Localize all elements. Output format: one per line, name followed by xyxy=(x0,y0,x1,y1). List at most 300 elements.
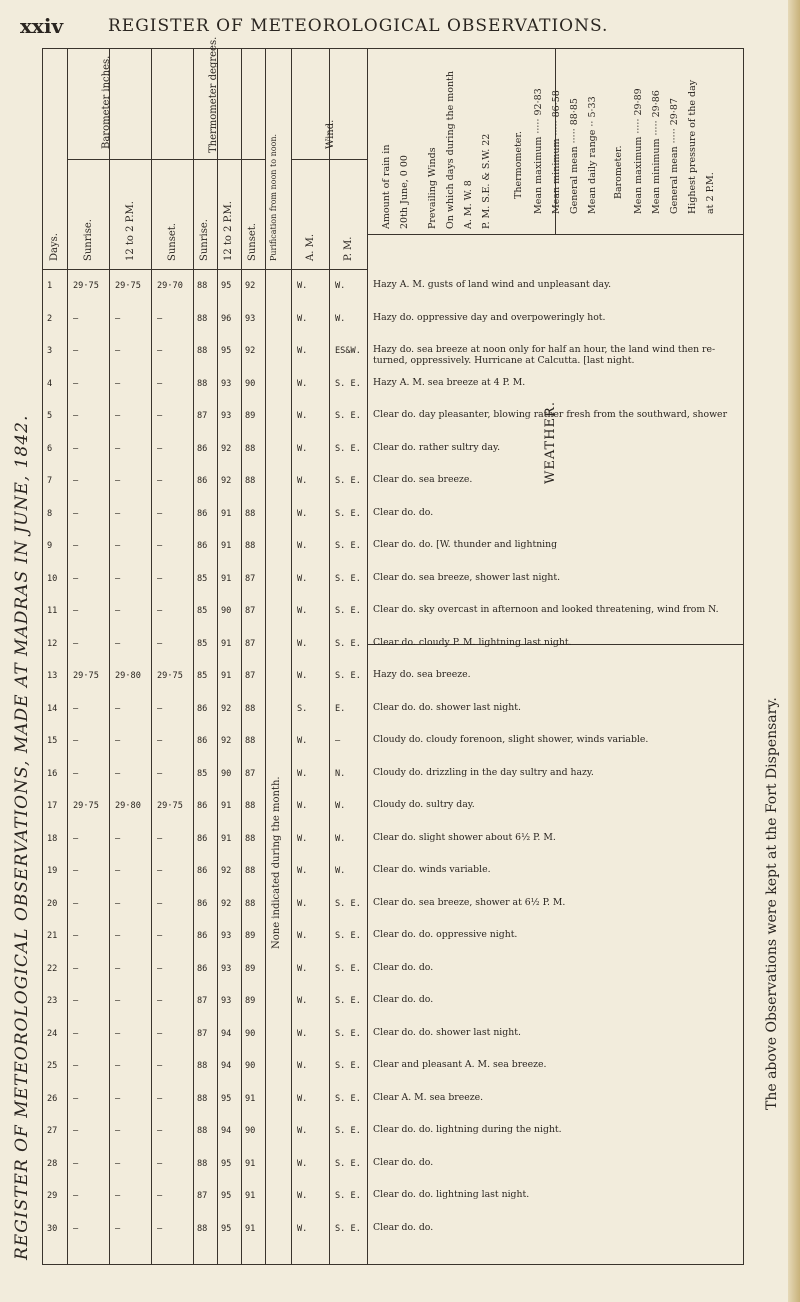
cell-b-2: — xyxy=(115,573,121,584)
cell-b-sr: — xyxy=(73,1191,79,1201)
weather-entry: Clear do. do. xyxy=(373,961,434,973)
cell-pm: E. xyxy=(335,703,346,714)
weather-entry: Cloudy do. drizzling in the day sultry and hazy. xyxy=(373,766,594,778)
cell-pm: W. xyxy=(335,801,346,811)
cell-t-ss: 87 xyxy=(245,671,256,681)
cell-t-2: 96 xyxy=(221,313,232,324)
cell-am: W. xyxy=(297,1028,308,1039)
page-header xyxy=(18,6,778,46)
cell-b-2: — xyxy=(115,898,121,909)
cell-t-sr: 86 xyxy=(197,736,208,746)
cell-t-sr: 86 xyxy=(197,476,208,486)
cell-pm: S. E. xyxy=(335,378,361,389)
cell-b-ss: — xyxy=(157,1158,163,1169)
cell-pm: S. E. xyxy=(335,541,361,551)
cell-t-sr: 85 xyxy=(197,606,208,616)
weather-header: WEATHER. xyxy=(543,401,558,484)
cell-pm: W. xyxy=(335,281,346,291)
weather-entry: Clear do. do. shower last night. xyxy=(373,701,521,713)
cell-t-2: 93 xyxy=(221,411,232,421)
cell-b-sr: — xyxy=(73,1126,79,1136)
cell-t-2: 91 xyxy=(221,671,232,681)
cell-b-ss: — xyxy=(157,638,163,649)
weather-entry: Clear do. do. lightning last night. xyxy=(373,1189,530,1200)
cell-b-sr: — xyxy=(73,346,79,356)
cell-t-ss: 88 xyxy=(245,833,256,844)
cell-b-ss: — xyxy=(157,866,163,876)
cell-b-2: — xyxy=(115,1126,121,1136)
cell-b-2: 29·75 xyxy=(115,281,141,291)
cell-b-2: — xyxy=(115,541,121,551)
cell-pm: S. E. xyxy=(335,1223,361,1234)
cell-t-sr: 87 xyxy=(197,1191,208,1201)
wind-header: Wind. xyxy=(325,119,336,149)
cell-am: W. xyxy=(297,1223,308,1234)
barometer-2pm-header: 12 to 2 P.M. xyxy=(125,201,136,261)
cell-day: 7 xyxy=(47,476,53,486)
cell-t-2: 95 xyxy=(221,281,232,291)
cell-b-2: — xyxy=(115,1028,121,1039)
cell-am: W. xyxy=(297,833,308,844)
side-note: The above Observations were kept at the Fort Dispensary. xyxy=(764,697,780,1110)
cell-am: W. xyxy=(297,898,308,909)
cell-b-2: — xyxy=(115,443,121,454)
cell-b-2: — xyxy=(115,866,121,876)
cell-b-sr: 29·75 xyxy=(73,801,99,811)
weather-entry: Clear do. do. lightning during the night. xyxy=(373,1124,562,1135)
weather-entry: Cloudy do. cloudy forenoon, slight shower, winds variable. xyxy=(373,734,649,745)
cell-pm: S. E. xyxy=(335,931,361,941)
cell-b-2: — xyxy=(115,346,121,356)
cell-b-ss: — xyxy=(157,1126,163,1136)
cell-day: 19 xyxy=(47,866,58,876)
cell-am: W. xyxy=(297,606,308,616)
cell-b-sr: — xyxy=(73,1223,79,1234)
thermometer-sunset-header: Sunset. xyxy=(247,223,258,261)
cell-day: 12 xyxy=(47,638,58,649)
cell-am: W. xyxy=(297,476,308,486)
cell-t-2: 94 xyxy=(221,1028,232,1039)
cell-b-ss: — xyxy=(157,898,163,909)
cell-b-2: — xyxy=(115,768,121,779)
cell-t-sr: 87 xyxy=(197,1028,208,1039)
cell-t-2: 91 xyxy=(221,801,232,811)
cell-am: W. xyxy=(297,378,308,389)
cell-t-ss: 90 xyxy=(245,378,256,389)
cell-b-ss: — xyxy=(157,996,163,1006)
cell-b-2: 29·80 xyxy=(115,801,141,811)
cell-day: 8 xyxy=(47,508,53,519)
cell-t-sr: 88 xyxy=(197,1093,208,1104)
rain-summary-title: Amount of rain in xyxy=(381,144,392,229)
cell-t-ss: 90 xyxy=(245,1061,256,1071)
cell-b-sr: 29·75 xyxy=(73,671,99,681)
cell-b-sr: — xyxy=(73,768,79,779)
cell-b-ss: — xyxy=(157,1191,163,1201)
weather-entry: Clear do. do. xyxy=(373,994,434,1005)
barometer-summary-line: Highest pressure of the day xyxy=(687,79,698,214)
cell-day: 5 xyxy=(47,411,53,421)
weather-entry: Clear do. sky overcast in afternoon and looked threatening, wind from N. xyxy=(373,604,719,615)
cell-b-sr: — xyxy=(73,736,79,746)
cell-t-ss: 93 xyxy=(245,313,256,324)
cell-t-sr: 88 xyxy=(197,1061,208,1071)
cell-pm: — xyxy=(335,736,341,746)
cell-b-ss: — xyxy=(157,378,163,389)
weather-entry: Clear do. sea breeze, shower last night. xyxy=(373,571,561,583)
cell-t-ss: 87 xyxy=(245,768,256,779)
thermometer-sunrise-header: Sunrise. xyxy=(199,219,210,261)
cell-t-2: 92 xyxy=(221,898,232,909)
weather-entry: Hazy A. M. gusts of land wind and unpleasant day. xyxy=(373,279,612,290)
cell-t-ss: 88 xyxy=(245,736,256,746)
cell-b-sr: — xyxy=(73,1093,79,1104)
cell-t-ss: 87 xyxy=(245,606,256,616)
cell-t-sr: 88 xyxy=(197,313,208,324)
cell-am: W. xyxy=(297,1191,308,1201)
cell-b-2: — xyxy=(115,1191,121,1201)
thermometer-2pm-header: 12 to 2 P.M. xyxy=(223,201,234,261)
cell-am: W. xyxy=(297,1061,308,1071)
cell-pm: S. E. xyxy=(335,1093,361,1104)
cell-b-ss: — xyxy=(157,443,163,454)
cell-pm: S. E. xyxy=(335,443,361,454)
cell-t-sr: 86 xyxy=(197,801,208,811)
cell-am: W. xyxy=(297,281,308,291)
cell-day: 29 xyxy=(47,1191,58,1201)
cell-am: W. xyxy=(297,931,308,941)
cell-pm: S. E. xyxy=(335,996,361,1006)
cell-pm: ES&W. xyxy=(335,346,361,356)
cell-pm: S. E. xyxy=(335,508,361,519)
barometer-summary-title: Barometer. xyxy=(613,145,624,199)
weather-entry: Cloudy do. sultry day. xyxy=(373,799,475,810)
cell-b-ss: — xyxy=(157,411,163,421)
cell-t-ss: 91 xyxy=(245,1191,256,1201)
cell-b-2: — xyxy=(115,703,121,714)
rain-summary-value: 20th June, 0 00 xyxy=(399,155,410,229)
cell-b-2: — xyxy=(115,996,121,1006)
prevailing-winds-pm: P. M. S.E. & S.W. 22 xyxy=(481,133,492,229)
cell-pm: S. E. xyxy=(335,1191,361,1201)
weather-entry: Clear and pleasant A. M. sea breeze. xyxy=(373,1059,547,1070)
cell-b-sr: — xyxy=(73,541,79,551)
cell-t-2: 95 xyxy=(221,1158,232,1169)
cell-t-ss: 89 xyxy=(245,963,256,974)
cell-b-sr: — xyxy=(73,638,79,649)
cell-b-2: — xyxy=(115,833,121,844)
cell-b-sr: — xyxy=(73,866,79,876)
weather-entry: Clear do. do. shower last night. xyxy=(373,1026,521,1038)
cell-am: W. xyxy=(297,768,308,779)
cell-b-ss: — xyxy=(157,313,163,324)
cell-b-2: — xyxy=(115,931,121,941)
cell-day: 27 xyxy=(47,1126,58,1136)
cell-t-sr: 86 xyxy=(197,963,208,974)
weather-entry: Clear do. cloudy P. M. lightning last night. xyxy=(373,636,572,648)
cell-am: W. xyxy=(297,1093,308,1104)
cell-t-sr: 88 xyxy=(197,346,208,356)
cell-b-2: — xyxy=(115,1223,121,1234)
weather-entry: Hazy do. sea breeze at noon only for half an hour, the land wind then re-turned, oppressively. Hurricane at Calcutta. [last night. xyxy=(373,344,716,366)
cell-t-2: 91 xyxy=(221,573,232,584)
cell-b-sr: — xyxy=(73,963,79,974)
weather-entry: Hazy A. M. sea breeze at 4 P. M. xyxy=(373,376,526,388)
prevailing-winds-am: A. M. W. 8 xyxy=(463,180,474,229)
cell-pm: N. xyxy=(335,768,346,779)
cell-b-sr: — xyxy=(73,378,79,389)
prevailing-winds-text: On which days during the month xyxy=(445,70,456,229)
running-title: REGISTER OF METEOROLOGICAL OBSERVATIONS. xyxy=(108,16,609,36)
cell-t-2: 92 xyxy=(221,736,232,746)
cell-b-2: — xyxy=(115,1158,121,1169)
cell-t-sr: 85 xyxy=(197,768,208,779)
cell-t-2: 95 xyxy=(221,1223,232,1234)
wind-am-header: A. M. xyxy=(305,234,316,261)
cell-b-ss: — xyxy=(157,541,163,551)
cell-t-sr: 87 xyxy=(197,411,208,421)
cell-t-sr: 88 xyxy=(197,378,208,389)
cell-am: W. xyxy=(297,996,308,1006)
thermometer-summary-title: Thermometer. xyxy=(513,131,524,199)
cell-t-ss: 88 xyxy=(245,476,256,486)
cell-t-ss: 91 xyxy=(245,1223,256,1234)
weather-entry: Clear do. do. xyxy=(373,1221,434,1233)
cell-t-ss: 88 xyxy=(245,443,256,454)
cell-pm: S. E. xyxy=(335,963,361,974)
weather-entry: Clear do. do. xyxy=(373,506,434,518)
cell-am: W. xyxy=(297,411,308,421)
cell-day: 2 xyxy=(47,313,53,324)
cell-t-sr: 86 xyxy=(197,508,208,519)
cell-pm: S. E. xyxy=(335,1061,361,1071)
cell-pm: S. E. xyxy=(335,671,361,681)
weather-entry: Hazy do. sea breeze. xyxy=(373,669,471,680)
register-table: Amount of rain in 20th June, 0 00 Prevailing Winds On which days during the month A. M. W. 8 P. M. S.E. & S.W. 22 Thermometer. Barometer. Days. Barometer inches. Sunrise. 12 to 2 P.M. Sunset. Thermometer degrees. Sunrise. 12 to 2 P.M. Sunset. Purification from noon to noon. Wind. A. M. P. M. WEATHER. None indicated during the month. Mean maximum ····· 92·83 Mean minimum ····· 86·58 General mean ····· 88·85 Mean daily range ·· 5·33 Mean maximum ····· 29·89 Mean minimum ····· 29·86 General mean ····· 29·87 Highest pressure of the day at 2 P.M. 1 29·75 29·75 29·70 88 95 92 W. W. Hazy A. M. gusts of land wind and unpleasant day. 2 — — — 88 96 93 W. W. Hazy do. oppressive day and overpoweringly hot. 3 — — — 88 95 92 W. ES&W. Hazy do. sea breeze at noon only for half an hour, the land wind then re-turned, oppressively. Hurricane at Calcutta. [last night. 4 — — — 88 93 90 W. S. E. Hazy A. M. sea breeze at 4 P. M. 5 — — — 87 93 89 W. S. E. Clear do. day pleasanter, blowing rather fresh from the southward, shower 6 — — — 86 92 88 W. S. E. Clear do. rather sultry day. 7 — — — 86 92 88 W. S. E. Clear do. sea breeze. 8 — — — 86 91 88 W. S. E. Clear do. do. 9 — — — 86 91 88 W. S. E. Clear do. do. [W. thunder and lightning 10 — — — 85 91 87 W. S. E. Clear do. sea breeze, shower last night. 11 — — — 85 90 87 W. S. E. Clear do. sky overcast in afternoon and looked threatening, wind from N. 12 — — — 85 91 87 W. S. E. Clear do. cloudy P. M. lightning last night. 13 29·75 29·80 29·75 85 91 87 W. S. E. Hazy do. sea breeze. 14 — — — 86 92 88 S. E. Clear do. do. shower last night. 15 — — — 86 92 88 W. — Cloudy do. cloudy forenoon, slight shower, winds variable. 16 — — — 85 90 87 W. N. Cloudy do. drizzling in the day sultry and hazy. 17 29·75 29·80 29·75 86 91 88 W. W. Cloudy do. sultry day. 18 — — — 86 91 88 W. W. Clear do. slight shower about 6½ P. M. 19 — — — 86 92 88 W. W. Clear do. winds variable. 20 — — — 86 92 88 W. S. E. Clear do. sea breeze, shower at 6½ P. M. 21 — — — 86 93 89 W. S. E. Clear do. do. oppressive night. 22 — — — 86 93 89 W. S. E. Clear do. do. 23 — — — 87 93 89 W. S. E. Clear do. do. 24 — — — 87 94 90 W. S. E. Clear do. do. shower last night. 25 — — — 88 94 90 W. S. E. Clear and pleasant A. M. sea breeze. 26 — — — 88 95 91 W. S. E. Clear A. M. sea breeze. 27 — — — 88 94 90 W. S. E. Clear do. do. lightning during the night. 28 — — — 88 95 91 W. S. E. Clear do. do. 29 — — — 87 95 91 W. S. E. Clear do. do. lightning last night. 30 — — — 88 95 91 W. S. E. Clear do. do. xyxy=(42,48,744,1265)
cell-day: 21 xyxy=(47,931,58,941)
cell-pm: W. xyxy=(335,833,346,844)
cell-t-ss: 89 xyxy=(245,996,256,1006)
cell-b-ss: — xyxy=(157,703,163,714)
cell-am: W. xyxy=(297,1158,308,1169)
cell-t-2: 95 xyxy=(221,346,232,356)
cell-t-2: 91 xyxy=(221,833,232,844)
cell-b-2: — xyxy=(115,313,121,324)
cell-t-ss: 88 xyxy=(245,898,256,909)
cell-day: 14 xyxy=(47,703,58,714)
cell-day: 26 xyxy=(47,1093,58,1104)
cell-am: W. xyxy=(297,346,308,356)
cell-b-ss: 29·75 xyxy=(157,801,183,811)
cell-t-ss: 92 xyxy=(245,281,256,291)
cell-day: 1 xyxy=(47,281,53,291)
cell-day: 28 xyxy=(47,1158,58,1169)
cell-day: 15 xyxy=(47,736,58,746)
cell-day: 30 xyxy=(47,1223,58,1234)
cell-t-sr: 86 xyxy=(197,866,208,876)
cell-b-2: — xyxy=(115,378,121,389)
barometer-sunrise-header: Sunrise. xyxy=(83,219,94,261)
cell-pm: S. E. xyxy=(335,573,361,584)
weather-entry: Clear do. winds variable. xyxy=(373,864,491,875)
cell-t-2: 92 xyxy=(221,476,232,486)
cell-day: 3 xyxy=(47,346,53,356)
cell-t-ss: 89 xyxy=(245,931,256,941)
cell-am: W. xyxy=(297,736,308,746)
cell-t-ss: 92 xyxy=(245,346,256,356)
cell-b-2: — xyxy=(115,508,121,519)
wind-pm-header: P. M. xyxy=(343,236,354,261)
cell-t-sr: 88 xyxy=(197,1126,208,1136)
cell-am: W. xyxy=(297,638,308,649)
cell-t-ss: 90 xyxy=(245,1028,256,1039)
cell-am: W. xyxy=(297,443,308,454)
cell-pm: W. xyxy=(335,313,346,324)
cell-am: S. xyxy=(297,703,308,714)
cell-b-ss: — xyxy=(157,736,163,746)
cell-b-ss: 29·75 xyxy=(157,671,183,681)
cell-b-ss: — xyxy=(157,931,163,941)
cell-t-sr: 88 xyxy=(197,281,208,291)
cell-pm: S. E. xyxy=(335,606,361,616)
cell-day: 22 xyxy=(47,963,58,974)
cell-b-ss: — xyxy=(157,1093,163,1104)
cell-b-sr: — xyxy=(73,476,79,486)
weather-entry: Clear do. do. oppressive night. xyxy=(373,929,518,940)
weather-entry: Clear do. do. xyxy=(373,1156,434,1168)
cell-t-2: 95 xyxy=(221,1191,232,1201)
cell-am: W. xyxy=(297,541,308,551)
cell-b-sr: — xyxy=(73,703,79,714)
cell-t-ss: 88 xyxy=(245,866,256,876)
barometer-header: Barometer inches. xyxy=(101,55,112,149)
cell-b-2: — xyxy=(115,736,121,746)
cell-t-2: 93 xyxy=(221,378,232,389)
cell-day: 25 xyxy=(47,1061,58,1071)
cell-am: W. xyxy=(297,801,308,811)
weather-entry: Clear do. rather sultry day. xyxy=(373,441,501,453)
days-header: Days. xyxy=(49,233,60,261)
cell-t-sr: 86 xyxy=(197,443,208,454)
cell-t-2: 91 xyxy=(221,638,232,649)
cell-t-2: 94 xyxy=(221,1126,232,1136)
vertical-title: REGISTER OF METEOROLOGICAL OBSERVATIONS, MADE AT MADRAS IN JUNE, 1842. xyxy=(12,414,32,1260)
cell-t-ss: 88 xyxy=(245,508,256,519)
cell-pm: S. E. xyxy=(335,476,361,486)
cell-b-ss: — xyxy=(157,508,163,519)
cell-t-sr: 86 xyxy=(197,931,208,941)
cell-b-ss: — xyxy=(157,1223,163,1234)
cell-b-ss: — xyxy=(157,1061,163,1071)
cell-t-2: 93 xyxy=(221,931,232,941)
cell-t-2: 92 xyxy=(221,703,232,714)
cell-b-sr: — xyxy=(73,313,79,324)
cell-b-ss: — xyxy=(157,833,163,844)
cell-pm: S. E. xyxy=(335,638,361,649)
thermometer-summary-line: Mean minimum ····· 86·58 xyxy=(551,90,562,214)
cell-t-ss: 87 xyxy=(245,573,256,584)
cell-day: 16 xyxy=(47,768,58,779)
cell-b-sr: — xyxy=(73,508,79,519)
cell-t-ss: 88 xyxy=(245,541,256,551)
cell-b-sr: — xyxy=(73,606,79,616)
cell-t-sr: 86 xyxy=(197,703,208,714)
weather-entry: Clear do. slight shower about 6½ P. M. xyxy=(373,831,556,843)
cell-b-sr: — xyxy=(73,411,79,421)
cell-b-2: — xyxy=(115,606,121,616)
cell-am: W. xyxy=(297,963,308,974)
thermometer-summary-line: General mean ····· 88·85 xyxy=(569,98,580,214)
cell-t-sr: 85 xyxy=(197,638,208,649)
cell-b-sr: — xyxy=(73,1061,79,1071)
cell-t-2: 90 xyxy=(221,768,232,779)
cell-b-2: — xyxy=(115,638,121,649)
cell-pm: S. E. xyxy=(335,1028,361,1039)
cell-am: W. xyxy=(297,866,308,876)
cell-t-ss: 87 xyxy=(245,638,256,649)
cell-t-2: 92 xyxy=(221,443,232,454)
cell-b-ss: — xyxy=(157,606,163,616)
cell-b-2: — xyxy=(115,476,121,486)
cell-t-2: 90 xyxy=(221,606,232,616)
cell-t-sr: 85 xyxy=(197,671,208,681)
barometer-summary-line: Mean maximum ····· 29·89 xyxy=(633,88,644,214)
cell-b-sr: — xyxy=(73,996,79,1006)
cell-b-sr: — xyxy=(73,443,79,454)
cell-day: 9 xyxy=(47,541,53,551)
cell-am: W. xyxy=(297,573,308,584)
cell-t-2: 91 xyxy=(221,508,232,519)
thermometer-summary-line: Mean maximum ····· 92·83 xyxy=(533,88,544,214)
cell-b-sr: 29·75 xyxy=(73,281,99,291)
cell-pm: S. E. xyxy=(335,1126,361,1136)
barometer-summary-line: at 2 P.M. xyxy=(705,172,716,214)
weather-entry: Clear do. sea breeze, shower at 6½ P. M. xyxy=(373,896,566,908)
cell-day: 11 xyxy=(47,606,58,616)
cell-t-ss: 89 xyxy=(245,411,256,421)
cell-b-sr: — xyxy=(73,898,79,909)
weather-entry: Clear do. do. [W. thunder and lightning xyxy=(373,539,558,550)
cell-b-2: — xyxy=(115,411,121,421)
cell-b-ss: — xyxy=(157,346,163,356)
cell-pm: S. E. xyxy=(335,1158,361,1169)
thermometer-header: Thermometer degrees. xyxy=(208,36,219,153)
weather-entry: Clear do. day pleasanter, blowing rather fresh from the southward, shower xyxy=(373,409,728,420)
cell-b-sr: — xyxy=(73,1028,79,1039)
prevailing-winds-title: Prevailing Winds xyxy=(427,147,438,229)
cell-b-ss: — xyxy=(157,1028,163,1039)
cell-am: W. xyxy=(297,671,308,681)
cell-day: 23 xyxy=(47,996,58,1006)
cell-t-2: 93 xyxy=(221,963,232,974)
cell-pm: S. E. xyxy=(335,411,361,421)
cell-am: W. xyxy=(297,508,308,519)
cell-b-2: — xyxy=(115,963,121,974)
cell-t-sr: 86 xyxy=(197,898,208,909)
thermometer-summary-line: Mean daily range ·· 5·33 xyxy=(587,96,598,214)
cell-pm: S. E. xyxy=(335,898,361,909)
cell-t-sr: 86 xyxy=(197,541,208,551)
cell-t-2: 92 xyxy=(221,866,232,876)
cell-b-ss: — xyxy=(157,476,163,486)
cell-pm: W. xyxy=(335,866,346,876)
cell-b-ss: — xyxy=(157,573,163,584)
cell-t-sr: 87 xyxy=(197,996,208,1006)
cell-t-ss: 91 xyxy=(245,1158,256,1169)
cell-day: 18 xyxy=(47,833,58,844)
cell-b-sr: — xyxy=(73,833,79,844)
cell-day: 17 xyxy=(47,801,58,811)
